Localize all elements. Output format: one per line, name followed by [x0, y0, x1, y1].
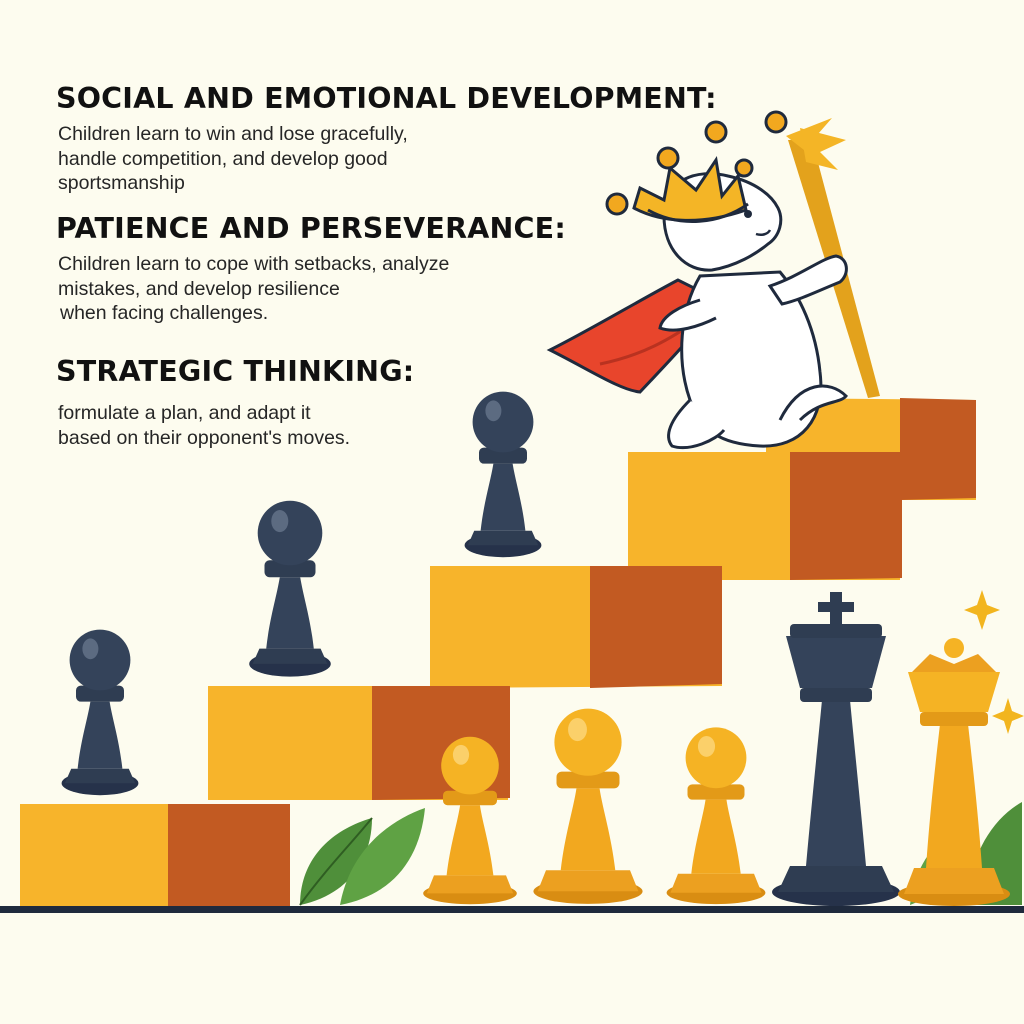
ground-line	[0, 906, 1024, 913]
section-heading: PATIENCE AND PERSEVERANCE:	[56, 212, 566, 245]
body-line: Children learn to win and lose gracefully,	[58, 123, 408, 145]
section-body	[58, 401, 716, 450]
sparkle-icon	[964, 590, 1000, 630]
body-line: mistakes, and develop resilience	[58, 277, 340, 300]
leaf-icon	[300, 808, 425, 905]
section-strategic-thinking	[56, 355, 716, 450]
sparkle-icon	[992, 698, 1024, 734]
section-heading: SOCIAL AND EMOTIONAL DEVELOPMENT:	[56, 82, 717, 115]
section-heading: STRATEGIC THINKING:	[56, 355, 415, 388]
king-icon	[772, 592, 900, 906]
body-line: when facing challenges.	[60, 302, 269, 324]
section-patience-perseverance	[56, 212, 716, 326]
pawn-icon	[533, 709, 642, 904]
section-body	[58, 122, 716, 196]
pawn-icon	[667, 727, 766, 904]
body-line: handle competition, and develop good	[58, 147, 388, 170]
section-body	[58, 252, 716, 326]
pawn-icon	[249, 501, 331, 677]
body-line: sportsmanship	[58, 172, 185, 194]
section-social-emotional	[56, 82, 716, 196]
pawn-icon	[62, 630, 139, 796]
body-line: based on their opponent's moves.	[58, 426, 351, 449]
body-line: formulate a plan, and adapt it	[58, 402, 311, 424]
body-line: Children learn to cope with setbacks, analyze	[58, 253, 450, 275]
